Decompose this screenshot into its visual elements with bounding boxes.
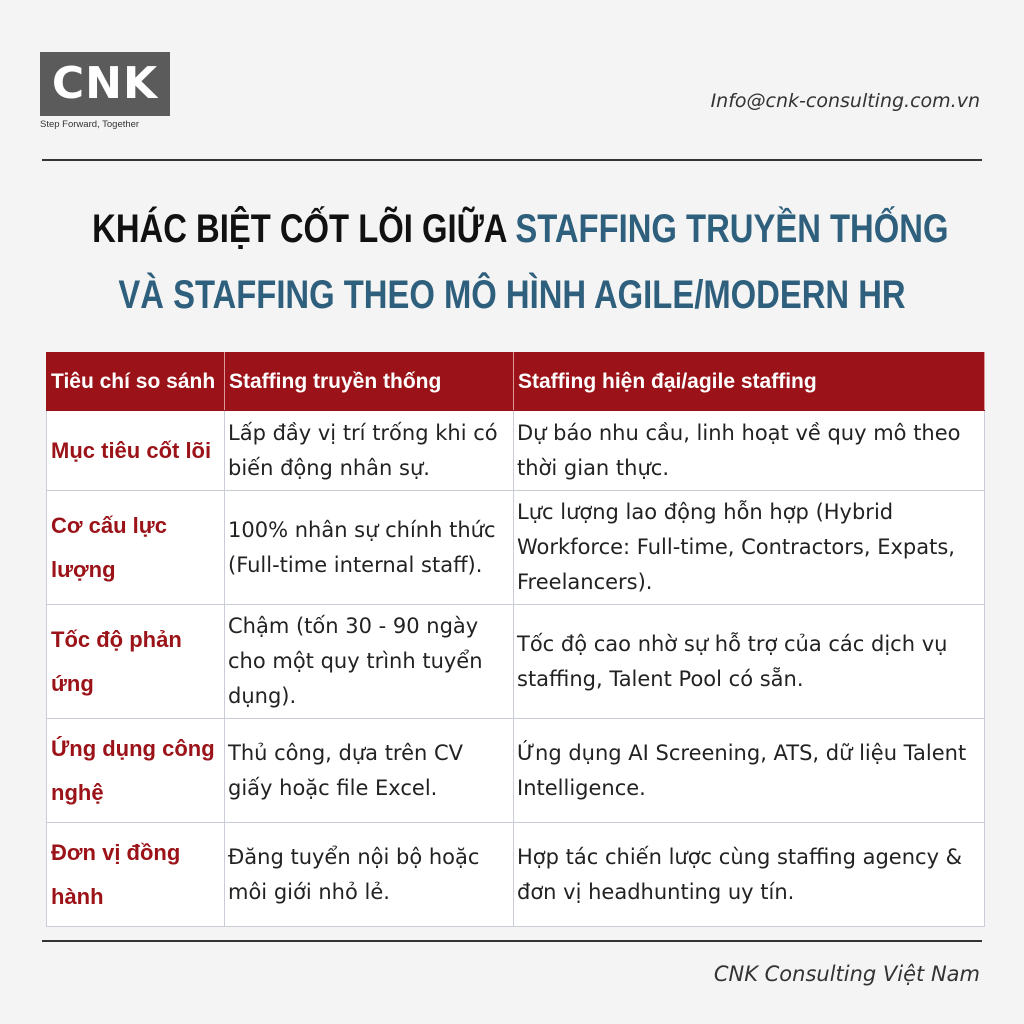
row-criteria: Cơ cấu lực lượng <box>47 491 225 605</box>
row-traditional: Chậm (tốn 30 - 90 ngày cho một quy trình tuyển dụng). <box>225 605 514 719</box>
title-line-1 <box>92 196 949 262</box>
table-row <box>47 411 985 491</box>
contact-email[interactable]: Info@cnk-consulting.com.vn <box>710 90 980 112</box>
row-modern: Dự báo nhu cầu, linh hoạt về quy mô theo thời gian thực. <box>514 411 985 491</box>
bottom-divider <box>42 940 982 942</box>
title-part-blue: STAFFING TRUYỀN THỐNG <box>515 207 949 251</box>
table-row <box>47 605 985 719</box>
row-modern: Hợp tác chiến lược cùng staffing agency & đơn vị headhunting uy tín. <box>514 823 985 927</box>
table-header-row <box>47 353 985 411</box>
logo-mark <box>40 52 170 116</box>
row-modern: Lực lượng lao động hỗn hợp (Hybrid Workforce: Full-time, Contractors, Expats, Freelancers). <box>514 491 985 605</box>
row-traditional: Lấp đầy vị trí trống khi có biến động nhân sự. <box>225 411 514 491</box>
brand-logo <box>40 52 172 130</box>
row-traditional: 100% nhân sự chính thức (Full-time internal staff). <box>225 491 514 605</box>
table-row <box>47 823 985 927</box>
row-criteria: Ứng dụng công nghệ <box>47 719 225 823</box>
footer-company: CNK Consulting Việt Nam <box>713 962 980 986</box>
title-part-dark: KHÁC BIỆT CỐT LÕI GIỮA <box>92 207 516 251</box>
row-modern: Tốc độ cao nhờ sự hỗ trợ của các dịch vụ staffing, Talent Pool có sẵn. <box>514 605 985 719</box>
row-criteria: Đơn vị đồng hành <box>47 823 225 927</box>
page-title <box>92 196 949 328</box>
row-traditional: Thủ công, dựa trên CV giấy hoặc file Excel. <box>225 719 514 823</box>
header-traditional: Staffing truyền thống <box>225 353 514 411</box>
header-modern: Staffing hiện đại/agile staffing <box>514 353 985 411</box>
title-line-2: VÀ STAFFING THEO MÔ HÌNH AGILE/MODERN HR <box>118 273 906 317</box>
row-criteria: Tốc độ phản ứng <box>47 605 225 719</box>
table-row <box>47 719 985 823</box>
top-divider <box>42 159 982 161</box>
row-modern: Ứng dụng AI Screening, ATS, dữ liệu Talent Intelligence. <box>514 719 985 823</box>
row-criteria: Mục tiêu cốt lõi <box>47 411 225 491</box>
comparison-table <box>46 352 985 927</box>
table-row <box>47 491 985 605</box>
logo-tagline: Step Forward, Together <box>40 119 140 130</box>
logo-text: CNK <box>51 58 159 109</box>
row-traditional: Đăng tuyển nội bộ hoặc môi giới nhỏ lẻ. <box>225 823 514 927</box>
header-criteria: Tiêu chí so sánh <box>47 353 225 411</box>
